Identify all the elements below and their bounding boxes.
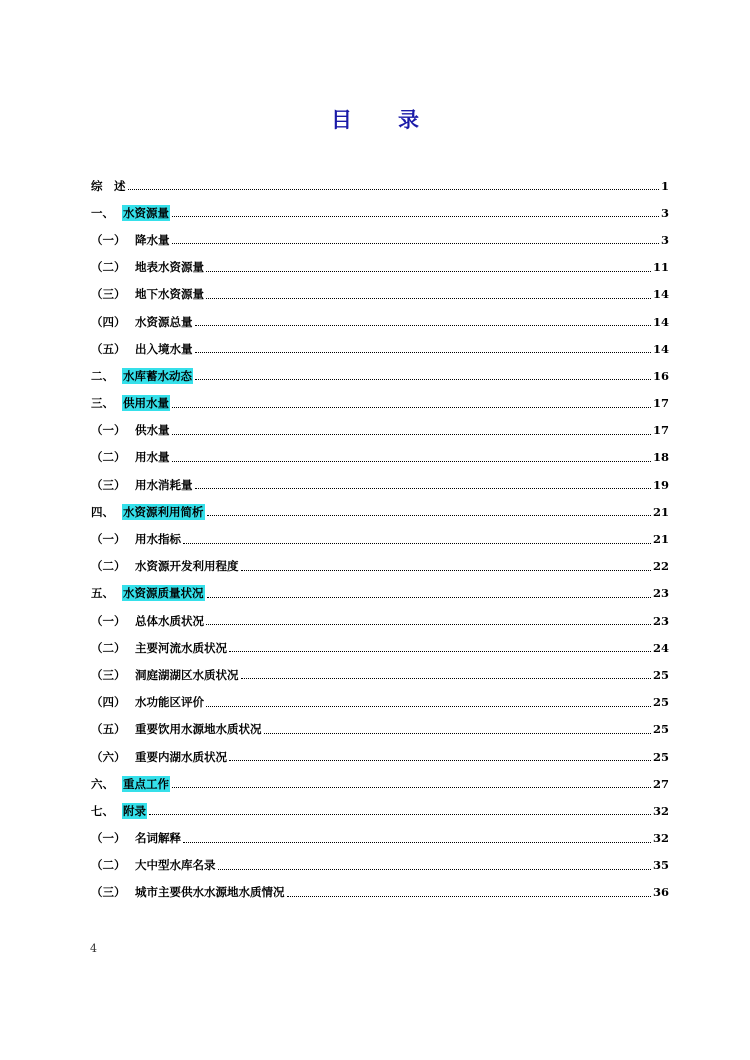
toc-dot-leader xyxy=(172,434,651,435)
toc-entry-label: 洞庭湖湖区水质状况 xyxy=(135,667,239,682)
toc-entry[interactable] xyxy=(91,362,669,389)
toc-entry-number: （三） xyxy=(91,287,126,302)
toc-entry-label: 地表水资源量 xyxy=(135,260,204,275)
toc-entry-page: 11 xyxy=(652,260,669,275)
toc-entry-number: （五） xyxy=(91,341,126,356)
toc-entry-page: 25 xyxy=(652,695,669,710)
toc-entry[interactable] xyxy=(91,879,669,906)
toc-title-right: 录 xyxy=(398,107,419,132)
toc-entry-label: 大中型水库名录 xyxy=(135,858,216,873)
toc-entry-number: （一） xyxy=(91,831,126,846)
toc-dot-leader xyxy=(128,189,659,190)
toc-entry[interactable] xyxy=(91,689,669,716)
toc-entry-number: （一） xyxy=(91,423,126,438)
toc-entry[interactable] xyxy=(91,770,669,797)
toc-entry-label: 水库蓄水动态 xyxy=(123,368,192,383)
toc-entry-label: 名词解释 xyxy=(135,831,181,846)
toc-entry-page: 32 xyxy=(652,803,669,818)
toc-entry-label: 用水消耗量 xyxy=(135,477,193,492)
toc-entry-page: 14 xyxy=(652,287,669,302)
toc-entry-page: 18 xyxy=(652,450,669,465)
toc-entry-number: （二） xyxy=(91,260,126,275)
toc-entry-label: 主要河流水质状况 xyxy=(135,640,227,655)
toc-dot-leader xyxy=(207,597,651,598)
toc-entry-label: 重要饮用水源地水质状况 xyxy=(135,722,262,737)
toc-entry-number: （三） xyxy=(91,885,126,900)
toc-entry-page: 25 xyxy=(652,667,669,682)
toc-dot-leader xyxy=(172,461,651,462)
toc-entry-label: 水资源开发利用程度 xyxy=(135,559,239,574)
toc-entry[interactable] xyxy=(91,716,669,743)
toc-entry-page: 32 xyxy=(652,831,669,846)
toc-dot-leader xyxy=(241,678,651,679)
toc-entry-page: 21 xyxy=(652,532,669,547)
toc-entry-page: 36 xyxy=(652,885,669,900)
toc-entry-number: 二、 xyxy=(91,368,114,383)
toc-entry[interactable] xyxy=(91,335,669,362)
toc-entry[interactable] xyxy=(91,444,669,471)
toc-dot-leader xyxy=(183,543,651,544)
toc-entry-number: 三、 xyxy=(91,396,114,411)
toc-dot-leader xyxy=(195,488,651,489)
toc-entry[interactable] xyxy=(91,254,669,281)
toc-dot-leader xyxy=(149,814,651,815)
toc-entry[interactable] xyxy=(91,607,669,634)
toc-entry[interactable] xyxy=(91,661,669,688)
toc-entry[interactable] xyxy=(91,281,669,308)
toc-title xyxy=(0,104,750,134)
toc-entry[interactable] xyxy=(91,825,669,852)
toc-entry-label: 地下水资源量 xyxy=(135,287,204,302)
toc-entry-number: （二） xyxy=(91,640,126,655)
toc-entry-label: 水资源质量状况 xyxy=(123,586,204,601)
toc-entry-number: 四、 xyxy=(91,504,114,519)
toc-entry-number: （五） xyxy=(91,722,126,737)
toc-dot-leader xyxy=(207,515,651,516)
toc-entry[interactable] xyxy=(91,634,669,661)
toc-entry[interactable] xyxy=(91,580,669,607)
toc-entry[interactable] xyxy=(91,390,669,417)
toc-dot-leader xyxy=(218,869,651,870)
toc-entry[interactable] xyxy=(91,471,669,498)
toc-entry-number: （二） xyxy=(91,450,126,465)
toc-entry-label: 重点工作 xyxy=(123,776,169,791)
toc-dot-leader xyxy=(195,379,651,380)
toc-entry-page: 27 xyxy=(652,776,669,791)
toc-dot-leader xyxy=(206,624,651,625)
toc-entry-number: （六） xyxy=(91,749,126,764)
toc-entry[interactable] xyxy=(91,199,669,226)
toc-entry-number: （一） xyxy=(91,232,126,247)
toc-dot-leader xyxy=(206,298,651,299)
toc-entry[interactable] xyxy=(91,852,669,879)
toc-entry-number: （四） xyxy=(91,314,126,329)
toc-entry-page: 17 xyxy=(652,396,669,411)
toc-entry-number: （二） xyxy=(91,858,126,873)
toc-entry-label: 水资源总量 xyxy=(135,314,193,329)
toc-entry-label: 总体水质状况 xyxy=(135,613,204,628)
toc-entry-label: 附录 xyxy=(123,803,146,818)
toc-dot-leader xyxy=(241,570,651,571)
toc-dot-leader xyxy=(287,896,651,897)
toc-entry-page: 1 xyxy=(660,178,669,193)
toc-entry[interactable] xyxy=(91,797,669,824)
toc-entry-label: 供用水量 xyxy=(123,396,169,411)
toc-entry-page: 25 xyxy=(652,749,669,764)
toc-dot-leader xyxy=(264,733,651,734)
toc-entry-page: 19 xyxy=(652,477,669,492)
toc-dot-leader xyxy=(229,651,651,652)
toc-entry-page: 22 xyxy=(652,559,669,574)
toc-entry-number: （三） xyxy=(91,667,126,682)
page-number: 4 xyxy=(90,942,97,955)
toc-dot-leader xyxy=(195,352,651,353)
toc-dot-leader xyxy=(172,787,651,788)
toc-entry[interactable] xyxy=(91,525,669,552)
toc-entry-number: （二） xyxy=(91,559,126,574)
toc-dot-leader xyxy=(183,842,651,843)
toc-entry-number: （四） xyxy=(91,695,126,710)
toc-entry-number: 五、 xyxy=(91,586,114,601)
toc-entry[interactable] xyxy=(91,498,669,525)
toc-entry-number: 七、 xyxy=(91,803,114,818)
toc-entry-page: 3 xyxy=(660,205,669,220)
toc-entry-page: 16 xyxy=(652,368,669,383)
toc-entry[interactable] xyxy=(91,308,669,335)
toc-entry[interactable] xyxy=(91,553,669,580)
toc-entry-page: 25 xyxy=(652,722,669,737)
toc-dot-leader xyxy=(229,760,651,761)
toc-entry-label: 降水量 xyxy=(135,232,170,247)
toc-entry-page: 24 xyxy=(652,640,669,655)
toc-entry-label: 水资源利用简析 xyxy=(123,504,204,519)
toc-entry-page: 14 xyxy=(652,314,669,329)
toc-entry-page: 21 xyxy=(652,504,669,519)
toc-title-left: 目 xyxy=(331,107,352,132)
toc-entry-label: 出入境水量 xyxy=(135,341,193,356)
toc-entry-page: 17 xyxy=(652,423,669,438)
table-of-contents xyxy=(91,172,669,906)
toc-entry-label: 供水量 xyxy=(135,423,170,438)
toc-entry-label: 综 述 xyxy=(91,178,126,193)
toc-entry-page: 23 xyxy=(652,586,669,601)
toc-entry-number: （一） xyxy=(91,613,126,628)
toc-entry-number: （一） xyxy=(91,532,126,547)
toc-entry[interactable] xyxy=(91,417,669,444)
toc-entry-label: 城市主要供水水源地水质情况 xyxy=(135,885,285,900)
toc-entry-page: 35 xyxy=(652,858,669,873)
toc-entry[interactable] xyxy=(91,226,669,253)
toc-entry[interactable] xyxy=(91,743,669,770)
toc-dot-leader xyxy=(172,216,659,217)
toc-entry-page: 14 xyxy=(652,341,669,356)
toc-entry[interactable] xyxy=(91,172,669,199)
toc-dot-leader xyxy=(206,271,651,272)
toc-entry-number: 六、 xyxy=(91,776,114,791)
toc-dot-leader xyxy=(172,243,659,244)
toc-entry-label: 水功能区评价 xyxy=(135,695,204,710)
toc-dot-leader xyxy=(195,325,651,326)
toc-entry-number: （三） xyxy=(91,477,126,492)
toc-entry-page: 3 xyxy=(660,232,669,247)
toc-entry-label: 用水量 xyxy=(135,450,170,465)
toc-entry-number: 一、 xyxy=(91,205,114,220)
toc-entry-label: 重要内湖水质状况 xyxy=(135,749,227,764)
toc-dot-leader xyxy=(172,407,651,408)
toc-entry-label: 用水指标 xyxy=(135,532,181,547)
toc-entry-page: 23 xyxy=(652,613,669,628)
toc-dot-leader xyxy=(206,706,651,707)
toc-entry-label: 水资源量 xyxy=(123,205,169,220)
